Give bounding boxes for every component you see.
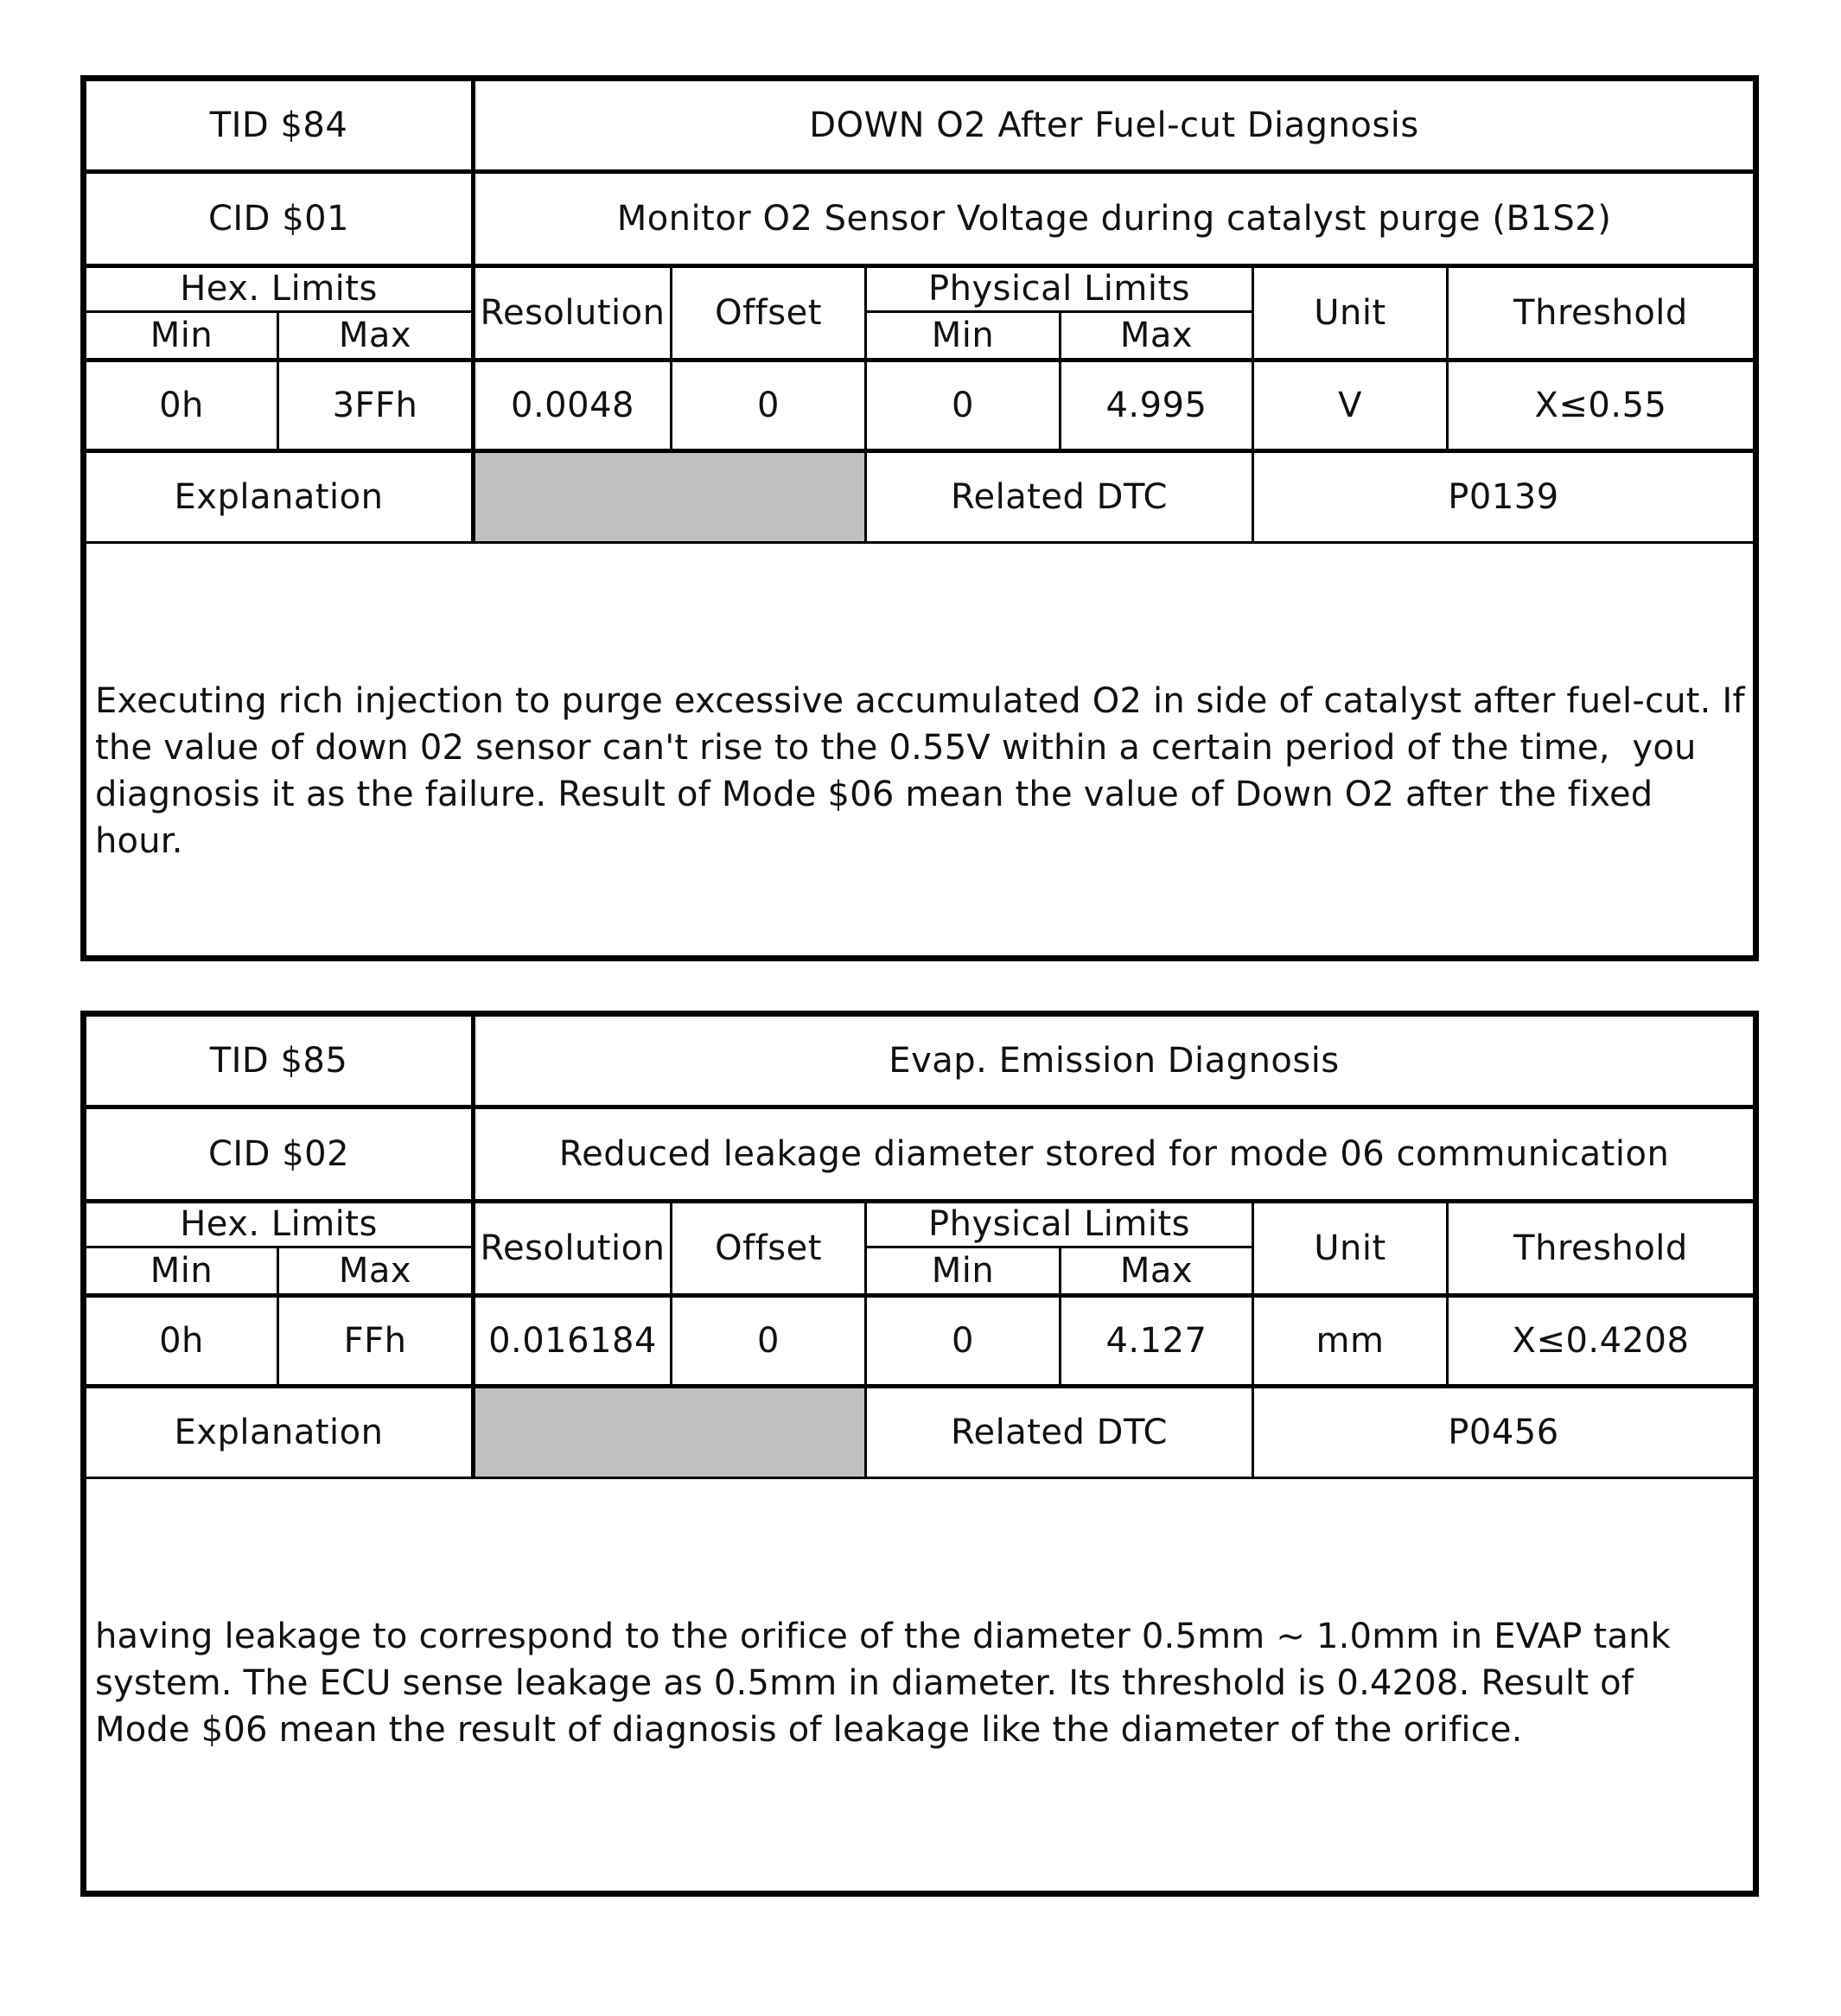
phys-min-header: Min <box>931 316 995 355</box>
row-divider <box>86 541 1753 544</box>
hex-max-header: Max <box>338 316 412 355</box>
cid-label: CID $01 <box>207 199 350 239</box>
threshold-header: Threshold <box>1513 293 1688 333</box>
unit-value: V <box>1338 386 1362 425</box>
unit-header: Unit <box>1314 293 1386 333</box>
phys-min-header: Min <box>931 1251 995 1291</box>
cid-description: Reduced leakage diameter stored for mode 06 communication <box>558 1134 1670 1174</box>
cid-label: CID $02 <box>207 1134 350 1174</box>
hex-max-value: 3FFh <box>332 386 418 425</box>
physical-limits-header: Physical Limits <box>928 269 1190 309</box>
phys-min-value: 0 <box>952 386 974 425</box>
unit-value: mm <box>1315 1321 1385 1361</box>
tid-description: Evap. Emission Diagnosis <box>889 1041 1340 1081</box>
hex-min-header: Min <box>150 1251 213 1291</box>
related-dtc-label: Related DTC <box>951 1413 1168 1452</box>
explanation-text: Executing rich injection to purge excessive accumulated O2 in side of catalyst after fuel-cut. If the value of down 02 sensor can't rise to the 0.55V within a certain period of the time, you diagnosis it as the failure. Result of Mode $06 mean the value of Down O2 after the fixed hour. <box>95 681 1745 861</box>
hex-max-header: Max <box>338 1251 412 1291</box>
hex-min-value: 0h <box>159 1321 204 1361</box>
offset-value: 0 <box>757 386 780 425</box>
hex-min-value: 0h <box>159 386 204 425</box>
resolution-header: Resolution <box>480 293 666 333</box>
explanation-label: Explanation <box>174 477 384 517</box>
offset-value: 0 <box>757 1321 780 1361</box>
shaded-empty-cell <box>475 1388 864 1477</box>
hex-limits-header: Hex. Limits <box>180 1204 378 1244</box>
offset-header: Offset <box>715 1228 822 1268</box>
phys-max-header: Max <box>1119 316 1194 355</box>
hex-min-header: Min <box>150 316 213 355</box>
related-dtc-value: P0139 <box>1448 477 1559 517</box>
resolution-value: 0.016184 <box>488 1321 657 1361</box>
explanation-text: having leakage to correspond to the orifice of the diameter 0.5mm ~ 1.0mm in EVAP tank system. The ECU sense leakage as 0.5mm in diameter. Its threshold is 0.4208. Result of Mode $06 mean the result of diagnosis of leakage like the diameter of the orifice. <box>95 1617 1672 1750</box>
unit-header: Unit <box>1314 1228 1386 1268</box>
tid-85-table <box>80 1011 1759 1897</box>
shaded-empty-cell <box>475 453 864 541</box>
explanation-label: Explanation <box>174 1413 384 1452</box>
offset-header: Offset <box>715 293 822 333</box>
tid-label: TID $84 <box>209 105 348 145</box>
tid-label: TID $85 <box>209 1041 348 1081</box>
phys-max-header: Max <box>1119 1251 1194 1291</box>
tid-description: DOWN O2 After Fuel-cut Diagnosis <box>809 105 1419 145</box>
tid-84-table <box>80 75 1759 961</box>
resolution-header: Resolution <box>480 1228 666 1268</box>
threshold-value: X≤0.4208 <box>1512 1321 1690 1361</box>
phys-min-value: 0 <box>952 1321 974 1361</box>
physical-limits-header: Physical Limits <box>928 1204 1190 1244</box>
phys-max-value: 4.127 <box>1105 1321 1207 1361</box>
threshold-value: X≤0.55 <box>1534 386 1667 425</box>
row-divider <box>86 1477 1753 1479</box>
cid-description: Monitor O2 Sensor Voltage during catalyst purge (B1S2) <box>616 199 1612 239</box>
resolution-value: 0.0048 <box>511 386 634 425</box>
related-dtc-label: Related DTC <box>951 477 1168 517</box>
threshold-header: Threshold <box>1513 1228 1688 1268</box>
hex-limits-header: Hex. Limits <box>180 269 378 309</box>
related-dtc-value: P0456 <box>1448 1413 1559 1452</box>
hex-max-value: FFh <box>343 1321 407 1361</box>
phys-max-value: 4.995 <box>1105 386 1207 425</box>
